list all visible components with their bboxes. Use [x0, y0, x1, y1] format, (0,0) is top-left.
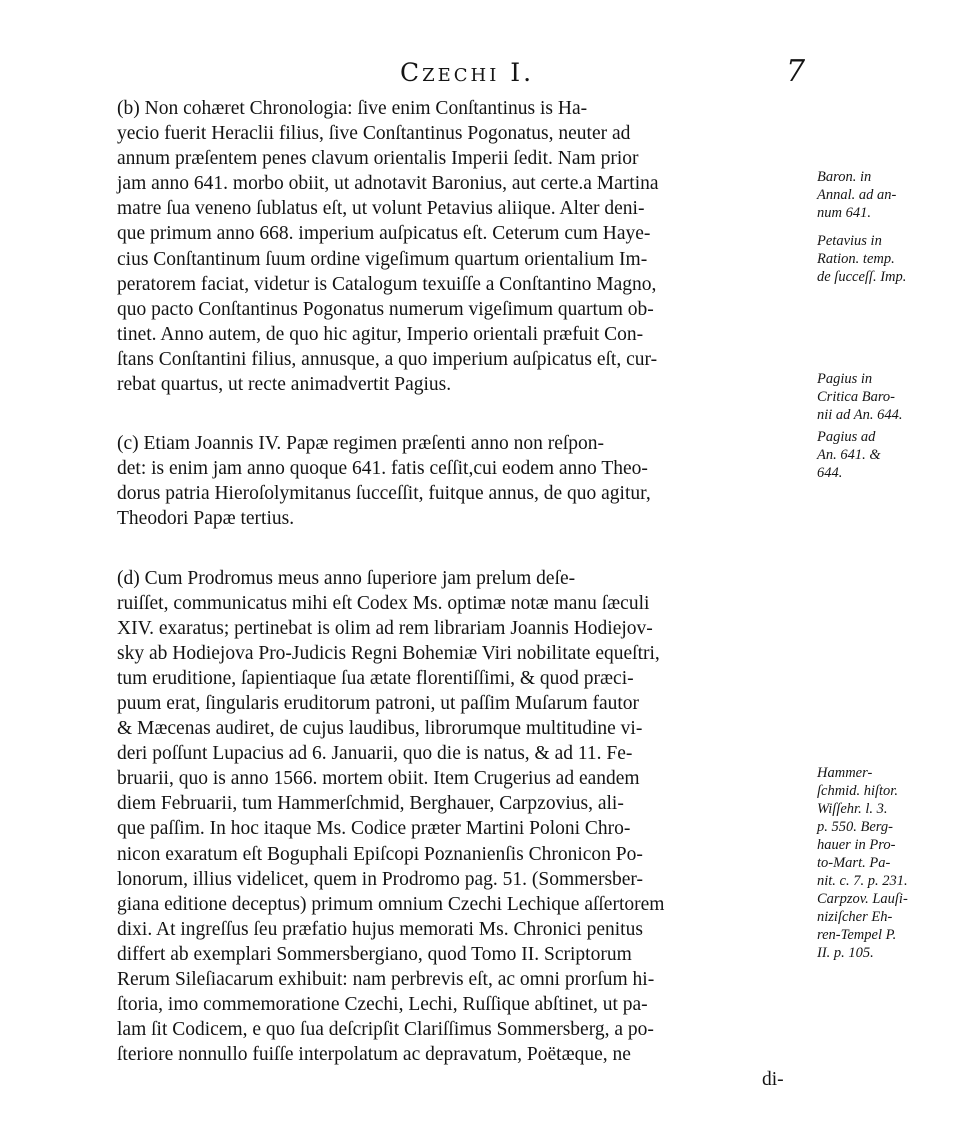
text-line: ſteriore nonnullo fuiſſe interpolatum ac depravatum, Poëtæque, ne — [117, 1044, 631, 1066]
text-line: cius Conſtantinum ſuum ordine vigeſimum quartum orientalium Im- — [117, 248, 648, 270]
text-line: dixi. At ingreſſus ſeu præfatio hujus memorati Ms. Chronici penitus — [117, 918, 643, 940]
margin-note-pagius-critica: Pagius in Critica Baro- nii ad An. 644. — [817, 371, 903, 423]
paragraph-gap — [117, 397, 817, 431]
text-line: deri poſſunt Lupacius ad 6. Januarii, quo die is natus, & ad 11. Fe- — [117, 743, 633, 765]
text-line: (b) Non cohæret Chronologia: ſive enim Conſtantinus is Ha- — [117, 98, 588, 119]
text-line: Theodori Papæ tertius. — [117, 508, 295, 530]
margin-note-pagius-ad: Pagius ad An. 641. & 644. — [817, 429, 881, 481]
text-line: puum erat, ſingularis eruditorum patroni, ut paſſim Muſarum fautor — [117, 692, 640, 714]
text-line: annum præſentem penes clavum orientalis Imperii ſedit. Nam prior — [117, 148, 639, 170]
text-line: (d) Cum Prodromus meus anno ſuperiore jam prelum deſe- — [117, 567, 576, 589]
text-line: matre ſua veneno ſublatus eſt, ut volunt Petavius aliique. Alter deni- — [117, 198, 645, 220]
margin-note-hammerschmid: Hammer- ſchmid. hiſtor. Wiſſehr. l. 3. p. 550. Berg- hauer in Pro- to-Mart. Pa- nit. c. 7. p. 231. Carpzov. Lauſi- niziſcher Eh- ren-Tempel P. II. p. 105. — [817, 765, 908, 961]
text-line: (c) Etiam Joannis IV. Papæ regimen præſenti anno non reſpon- — [117, 433, 605, 455]
text-line: tinet. Anno autem, de quo hic agitur, Imperio orientali præfuit Con- — [117, 323, 644, 345]
page-number: 7 — [786, 54, 806, 89]
text-line: tum eruditione, ſapientiaque ſua ætate florentiſſimi, & quod præci- — [117, 667, 634, 689]
text-line: ſtoria, imo commemoratione Czechi, Lechi, Ruſſique abſtinet, ut pa- — [117, 994, 648, 1016]
margin-note-baronius: Baron. in Annal. ad an- num 641. — [817, 169, 897, 221]
paragraph-d — [117, 566, 817, 1093]
text-line: yecio fuerit Heraclii filius, ſive Conſtantinus Pogonatus, neuter ad — [117, 123, 631, 145]
paragraph-gap — [117, 532, 817, 566]
text-line: giana editione deceptus) primum omnium Czechi Lechique aſſertorem — [117, 893, 665, 915]
text-line: det: is enim jam anno quoque 641. fatis ceſſit,cui eodem anno Theo- — [117, 458, 648, 480]
paragraph-b — [117, 96, 817, 397]
text-line: diem Februarii, tum Hammerſchmid, Berghauer, Carpzovius, ali- — [117, 793, 624, 815]
text-line: que paſſim. In hoc itaque Ms. Codice præter Martini Poloni Chro- — [117, 818, 631, 840]
text-line: Rerum Sileſiacarum exhibuit: nam perbrevis eſt, ac omni prorſum hi- — [117, 969, 655, 990]
text-line: dorus patria Hieroſolymitanus ſucceſſit, fuitque annus, de quo agitur, — [117, 483, 651, 505]
text-line: ruiſſet, communicatus mihi eſt Codex Ms. optimæ notæ manu ſæculi — [117, 592, 650, 614]
text-line: lam ſit Codicem, e quo ſua deſcripſit Clariſſimus Sommersberg, a po- — [117, 1019, 654, 1041]
text-line: que primum anno 668. imperium auſpicatus eſt. Ceterum cum Haye- — [117, 223, 651, 245]
text-line: differt ab exemplari Sommersbergiano, quod Tomo II. Scriptorum — [117, 943, 632, 965]
text-line: jam anno 641. morbo obiit, ut adnotavit Baronius, aut certe.a Martina — [117, 173, 659, 195]
text-line: bruarii, quo is anno 1566. mortem obiit. Item Crugerius ad eandem — [117, 768, 640, 790]
text-line: & Mæcenas audiret, de cujus laudibus, librorumque multitudine vi- — [117, 718, 643, 740]
text-line: XIV. exaratus; pertinebat is olim ad rem librariam Joannis Hodiejov- — [117, 617, 653, 639]
text-line: peratorem faciat, videtur is Catalogum texuiſſe a Conſtantino Magno, — [117, 273, 657, 295]
catchword: di- — [762, 1069, 784, 1091]
text-line: sky ab Hodiejova Pro-Judicis Regni Bohemiæ Viri nobilitate equeſtri, — [117, 642, 660, 664]
text-line: lonorum, illius videlicet, quem in Prodromo pag. 51. (Sommersber- — [117, 868, 644, 890]
main-text — [117, 96, 817, 1092]
text-line: quo pacto Conſtantinus Pogonatus numerum vigeſimum quartum ob- — [117, 298, 654, 320]
text-line: nicon exaratum eſt Boguphali Epiſcopi Poznanienſis Chronicon Po- — [117, 843, 643, 865]
text-line: ſtans Conſtantini filius, annusque, a quo imperium auſpicatus eſt, cur- — [117, 348, 658, 370]
margin-note-petavius: Petavius in Ration. temp. de ſucceſſ. Imp. — [817, 233, 907, 285]
page-header — [0, 54, 960, 98]
text-line: rebat quartus, ut recte animadvertit Pagius. — [117, 374, 452, 396]
running-title: Czechi I. — [400, 58, 535, 87]
paragraph-c — [117, 431, 817, 531]
